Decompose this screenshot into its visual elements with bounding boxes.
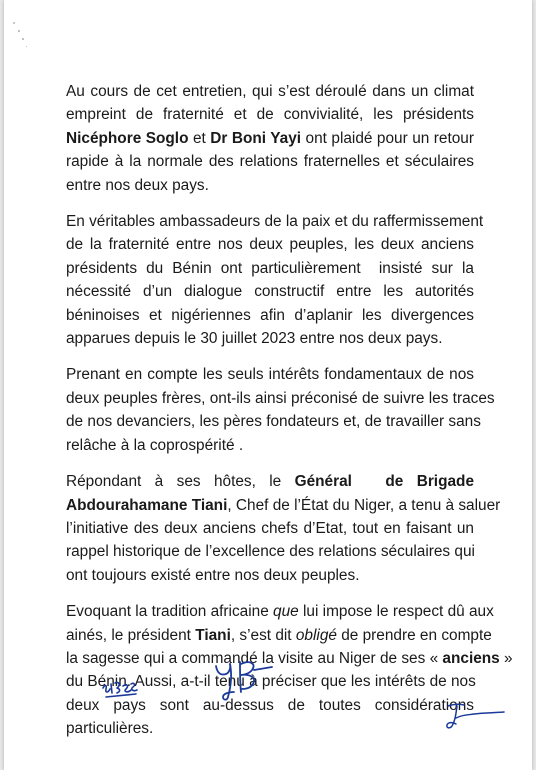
signature-3-icon: [444, 698, 508, 734]
text-run: ont plaidé pour un retour: [301, 129, 474, 147]
text-line: [66, 717, 474, 740]
scan-speck: [26, 46, 27, 47]
text-line: [66, 80, 474, 103]
text-run: présidents du Bénin ont particulièrement insisté sur la: [66, 259, 474, 277]
scan-speck: [13, 22, 15, 24]
text-run: béninoises et nigériennes afin d’aplanir les divergences: [66, 306, 474, 324]
text-run: relâche à la coprospérité .: [66, 436, 244, 454]
text-line: [66, 600, 494, 623]
text-line: [66, 327, 474, 350]
text-line: [66, 233, 474, 256]
text-line: [66, 564, 474, 587]
text-line: [66, 363, 474, 386]
text-run: la sagesse qui a commandé la visite au Niger de ses «: [66, 649, 443, 667]
text-run: nécessité d’un dialogue constructif entre les autorités: [66, 283, 474, 301]
signature-2-icon: [212, 654, 286, 704]
text-run: »: [499, 649, 513, 667]
text-line: [66, 624, 492, 647]
text-run: Au cours de cet entretien, qui s’est déroulé dans un climat: [66, 83, 474, 100]
bold-name: Abdourahamane Tiani: [66, 496, 228, 514]
bold-name: Dr Boni Yayi: [210, 129, 302, 147]
signature-1-icon: [100, 672, 142, 700]
text-line: [66, 494, 501, 517]
paragraph-2: [66, 210, 484, 350]
document-page: [4, 0, 532, 770]
italic-word: que: [273, 603, 299, 621]
bold-name: Général de Brigade: [294, 473, 475, 491]
text-run: lui impose le respect dû aux: [298, 603, 494, 621]
text-run: entre nos deux pays.: [66, 176, 209, 194]
paragraph-1: [66, 80, 474, 197]
document-body: [66, 80, 513, 754]
text-run: et: [188, 129, 211, 147]
text-run: de la fraternité entre nos deux peuples, les deux anciens: [66, 236, 474, 254]
paragraph-4: [66, 470, 501, 587]
text-run: ainés, le président: [66, 626, 196, 644]
text-run: Prenant en compte les seuls intérêts fondamentaux de nos: [66, 366, 474, 384]
text-line: [66, 387, 495, 410]
text-line: [66, 540, 474, 563]
text-line: [66, 304, 474, 327]
text-line: [66, 150, 474, 173]
scan-speck: [22, 38, 24, 40]
scan-speck: [18, 30, 20, 32]
text-run: deux peuples frères, ont-ils ainsi préconisé de suivre les traces: [66, 389, 495, 407]
text-line: [66, 434, 474, 457]
text-run: En véritables ambassadeurs de la paix et du raffermissement: [66, 213, 484, 231]
text-run: de nos devanciers, les pères fondateurs et, de travailler sans: [66, 413, 481, 431]
text-run: , Chef de l’État du Niger, a tenu à saluer: [227, 496, 501, 514]
text-run: Répondant à ses hôtes, le: [66, 473, 295, 491]
text-run: particulières.: [66, 720, 154, 738]
text-run: rapide à la normale des relations fraternelles et séculaires: [66, 153, 474, 171]
text-line: [66, 257, 474, 280]
bold-name: Tiani: [195, 626, 231, 644]
text-line: [66, 470, 474, 493]
text-run: empreint de fraternité et de convivialité, les présidents: [66, 106, 474, 124]
text-run: apparues depuis le 30 juillet 2023 entre nos deux pays.: [66, 330, 443, 348]
text-run: du Bénin. Aussi, a-t-il tenu à préciser que les intérêts de nos: [66, 673, 476, 691]
text-run: rappel historique de l’excellence des relations séculaires qui: [66, 543, 475, 561]
text-line: [66, 280, 474, 303]
bold-name: anciens: [442, 649, 500, 667]
text-line: [66, 517, 474, 540]
text-line: [66, 127, 474, 150]
text-line: [66, 410, 481, 433]
text-line: [66, 174, 474, 197]
text-line: [66, 103, 474, 126]
text-run: , s’est dit: [230, 626, 296, 644]
text-run: ont toujours existé entre nos deux peuples.: [66, 566, 360, 584]
italic-word: obligé: [295, 626, 337, 644]
text-run: Evoquant la tradition africaine: [66, 603, 274, 621]
text-line: [66, 210, 484, 233]
text-run: de prendre en compte: [336, 626, 492, 644]
bold-name: Nicéphore Soglo: [66, 129, 189, 147]
text-run: deux pays sont au-dessus de toutes considérations: [66, 696, 474, 714]
text-run: l’initiative des deux anciens chefs d’Etat, tout en faisant un: [66, 519, 474, 537]
paragraph-3: [66, 363, 495, 457]
